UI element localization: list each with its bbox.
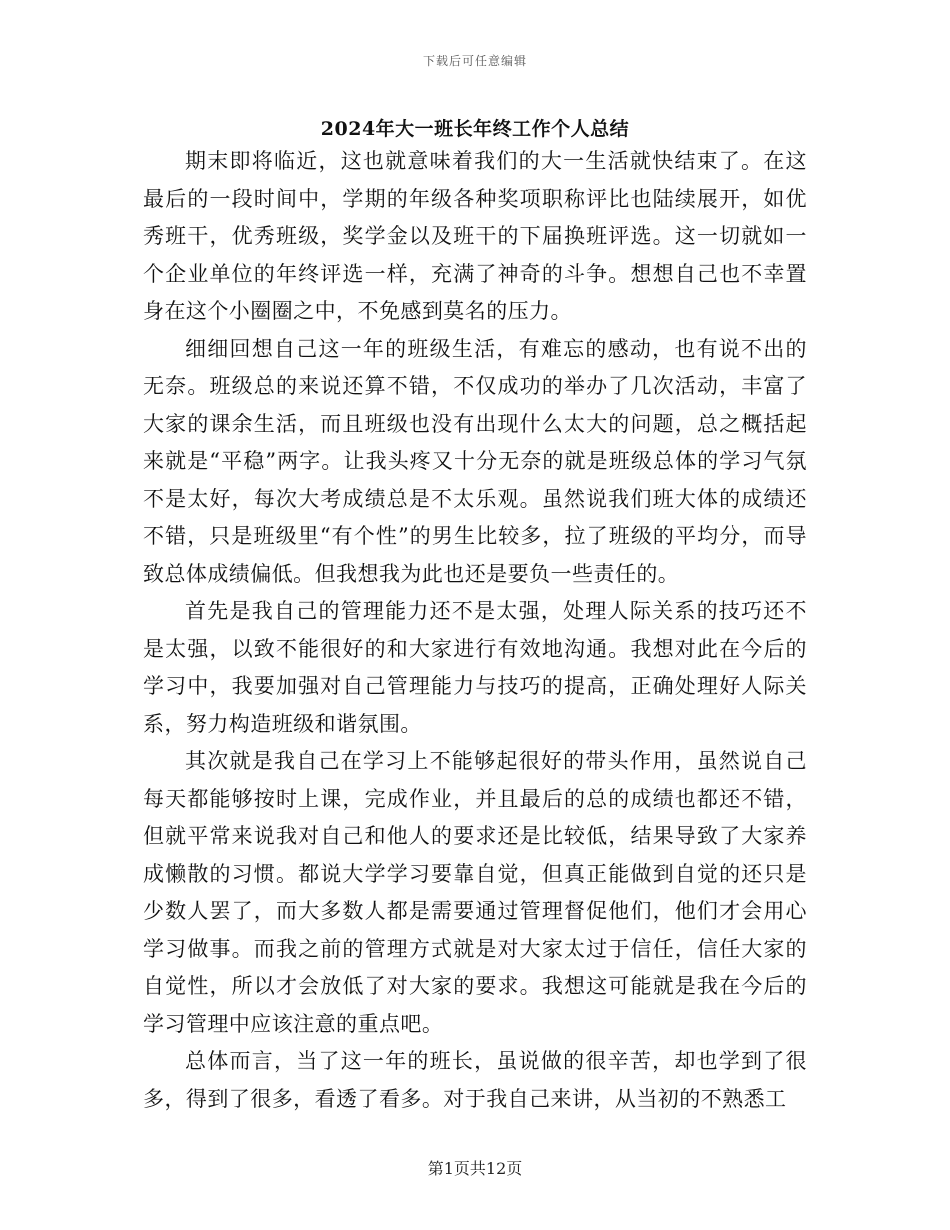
body-paragraph-5: 总体而言，当了这一年的班长，虽说做的很辛苦，却也学到了很多，得到了很多，看透了看多。对于我自己来讲，从当初的不熟悉工 — [143, 1049, 807, 1111]
document-body — [143, 143, 807, 1118]
page-number-footer: 第1页共12页 — [427, 1159, 523, 1178]
body-paragraph-4: 其次就是我自己在学习上不能够起很好的带头作用，虽然说自己每天都能够按时上课，完成作业，并且最后的总的成绩也都还不错，但就平常来说我对自己和他人的要求还是比较低，结果导致了大家养成懒散的习惯。都说大学学习要靠自觉，但真正能做到自觉的还只是少数人罢了，而大多数人都是需要通过管理督促他们，他们才会用心学习做事。而我之前的管理方式就是对大家太过于信任，信任大家的自觉性，所以才会放低了对大家的要求。我想这可能就是我在今后的学习管理中应该注意的重点吧。 — [143, 749, 807, 1036]
body-paragraph-3: 首先是我自己的管理能力还不是太强，处理人际关系的技巧还不是太强，以致不能很好的和大家进行有效地沟通。我想对此在今后的学习中，我要加强对自己管理能力与技巧的提高，正确处理好人际关系，努力构造班级和谐氛围。 — [143, 599, 807, 736]
body-paragraph-1: 期末即将临近，这也就意味着我们的大一生活就快结束了。在这最后的一段时间中，学期的年级各种奖项职称评比也陆续展开，如优秀班干，优秀班级，奖学金以及班干的下届换班评选。这一切就如一个企业单位的年终评选一样，充满了神奇的斗争。想想自己也不幸置身在这个小圈圈之中，不免感到莫名的压力。 — [143, 149, 807, 323]
body-paragraph-2: 细细回想自己这一年的班级生活，有难忘的感动，也有说不出的无奈。班级总的来说还算不错，不仅成功的举办了几次活动，丰富了大家的课余生活，而且班级也没有出现什么太大的问题，总之概括起来就是“平稳”两字。让我头疼又十分无奈的就是班级总体的学习气氛不是太好，每次大考成绩总是不太乐观。虽然说我们班大体的成绩还不错，只是班级里“有个性”的男生比较多，拉了班级的平均分，而导致总体成绩偏低。但我想我为此也还是要负一些责任的。 — [143, 336, 807, 586]
document-title: 2024年大一班长年终工作个人总结 — [320, 118, 630, 140]
page-header-note: 下载后可任意编辑 — [422, 54, 527, 68]
